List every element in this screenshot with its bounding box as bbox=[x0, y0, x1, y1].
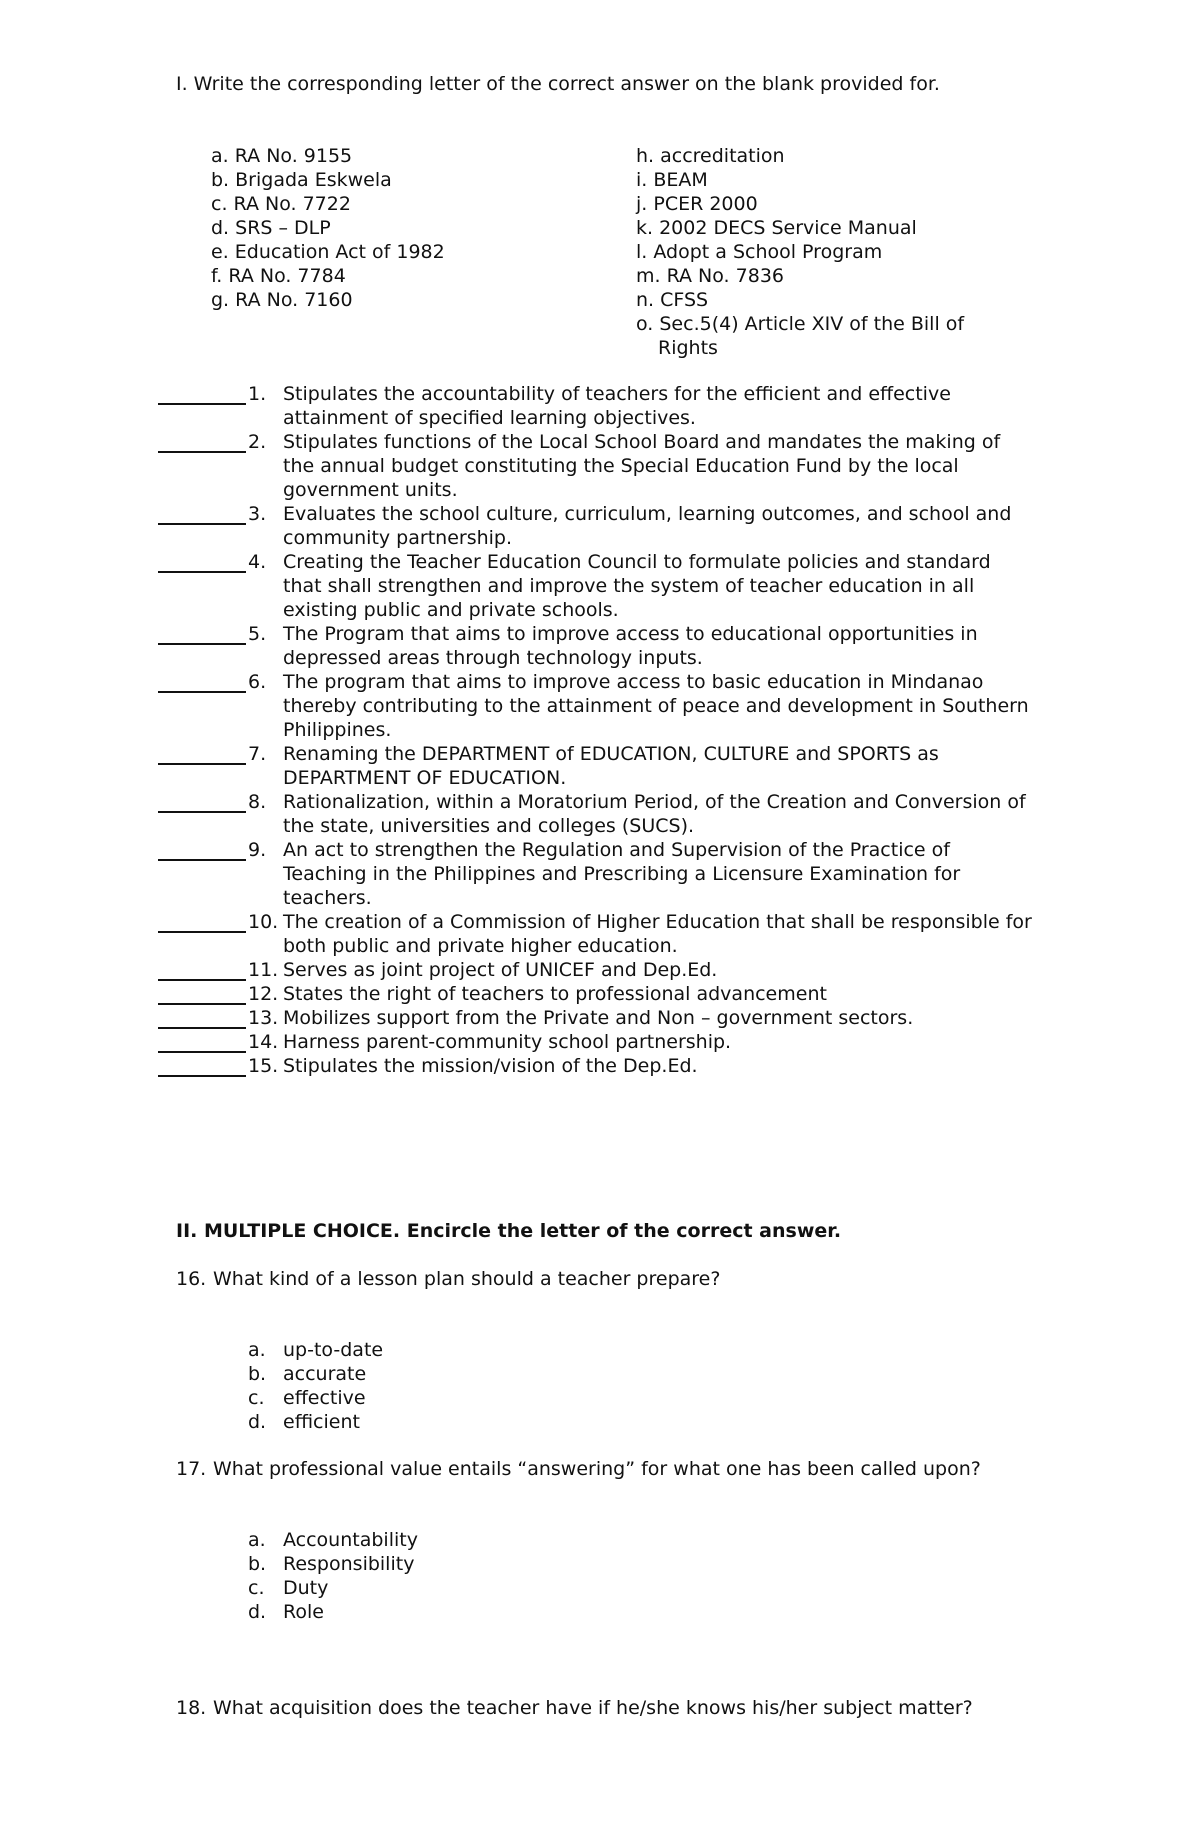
answer-blank[interactable] bbox=[158, 1027, 246, 1029]
question-number: 17. bbox=[176, 1458, 207, 1480]
item-text: An act to strengthen the Regulation and Supervision of the Practice of bbox=[283, 839, 950, 861]
choice-item: n. CFSS bbox=[636, 289, 709, 311]
option-letter: b. bbox=[248, 1553, 267, 1575]
choice-item: l. Adopt a School Program bbox=[636, 241, 883, 263]
item-text: The program that aims to improve access to basic education in Mindanao bbox=[283, 671, 984, 693]
item-text: The creation of a Commission of Higher Education that shall be responsible for bbox=[283, 911, 1032, 933]
item-text: government units. bbox=[283, 479, 458, 501]
item-text: Stipulates the mission/vision of the Dep.Ed. bbox=[283, 1055, 698, 1077]
option-text: effective bbox=[283, 1387, 366, 1409]
section1-instruction: I. Write the corresponding letter of the correct answer on the blank provided for. bbox=[176, 73, 940, 95]
choice-item: j. PCER 2000 bbox=[636, 193, 758, 215]
item-text: The Program that aims to improve access to educational opportunities in bbox=[283, 623, 978, 645]
item-text: thereby contributing to the attainment of peace and development in Southern bbox=[283, 695, 1029, 717]
option-text: Accountability bbox=[283, 1529, 418, 1551]
option-text: efficient bbox=[283, 1411, 360, 1433]
item-text: Rationalization, within a Moratorium Period, of the Creation and Conversion of bbox=[283, 791, 1026, 813]
item-text: Stipulates functions of the Local School Board and mandates the making of bbox=[283, 431, 1001, 453]
item-text: Philippines. bbox=[283, 719, 392, 741]
item-number: 8. bbox=[248, 791, 267, 813]
choice-item: c. RA No. 7722 bbox=[211, 193, 351, 215]
choice-item: a. RA No. 9155 bbox=[211, 145, 353, 167]
item-text: teachers. bbox=[283, 887, 372, 909]
answer-blank[interactable] bbox=[158, 451, 246, 453]
item-text: Harness parent-community school partnership. bbox=[283, 1031, 732, 1053]
question-text: What professional value entails “answering” for what one has been called upon? bbox=[213, 1458, 981, 1480]
option-letter: d. bbox=[248, 1411, 267, 1433]
item-number: 2. bbox=[248, 431, 267, 453]
item-number: 14. bbox=[248, 1031, 279, 1053]
answer-blank[interactable] bbox=[158, 691, 246, 693]
item-number: 4. bbox=[248, 551, 267, 573]
item-number: 6. bbox=[248, 671, 267, 693]
item-text: Evaluates the school culture, curriculum, learning outcomes, and school and bbox=[283, 503, 1012, 525]
answer-blank[interactable] bbox=[158, 931, 246, 933]
answer-blank[interactable] bbox=[158, 1003, 246, 1005]
choice-item: m. RA No. 7836 bbox=[636, 265, 784, 287]
question-text: What kind of a lesson plan should a teacher prepare? bbox=[213, 1268, 721, 1290]
option-letter: c. bbox=[248, 1577, 265, 1599]
option-letter: a. bbox=[248, 1339, 266, 1361]
item-number: 3. bbox=[248, 503, 267, 525]
answer-blank[interactable] bbox=[158, 763, 246, 765]
question-number: 18. bbox=[176, 1697, 207, 1719]
option-text: Duty bbox=[283, 1577, 329, 1599]
answer-blank[interactable] bbox=[158, 1051, 246, 1053]
option-text: up-to-date bbox=[283, 1339, 384, 1361]
option-letter: c. bbox=[248, 1387, 265, 1409]
answer-blank[interactable] bbox=[158, 523, 246, 525]
option-letter: b. bbox=[248, 1363, 267, 1385]
item-text: the annual budget constituting the Special Education Fund by the local bbox=[283, 455, 959, 477]
item-text: Renaming the DEPARTMENT of EDUCATION, CULTURE and SPORTS as bbox=[283, 743, 939, 765]
question-text: What acquisition does the teacher have if he/she knows his/her subject matter? bbox=[213, 1697, 973, 1719]
item-text: Creating the Teacher Education Council to formulate policies and standard bbox=[283, 551, 991, 573]
item-number: 15. bbox=[248, 1055, 279, 1077]
choice-item: g. RA No. 7160 bbox=[211, 289, 353, 311]
answer-blank[interactable] bbox=[158, 859, 246, 861]
choice-item: e. Education Act of 1982 bbox=[211, 241, 445, 263]
answer-blank[interactable] bbox=[158, 1075, 246, 1077]
answer-blank[interactable] bbox=[158, 811, 246, 813]
item-text: DEPARTMENT OF EDUCATION. bbox=[283, 767, 567, 789]
question-number: 16. bbox=[176, 1268, 207, 1290]
item-text: Serves as joint project of UNICEF and Dep.Ed. bbox=[283, 959, 718, 981]
item-number: 7. bbox=[248, 743, 267, 765]
option-text: accurate bbox=[283, 1363, 367, 1385]
choice-item: h. accreditation bbox=[636, 145, 785, 167]
item-text: Mobilizes support from the Private and Non – government sectors. bbox=[283, 1007, 914, 1029]
item-number: 13. bbox=[248, 1007, 279, 1029]
item-number: 11. bbox=[248, 959, 279, 981]
choice-item: b. Brigada Eskwela bbox=[211, 169, 392, 191]
choice-item: o. Sec.5(4) Article XIV of the Bill of bbox=[636, 313, 965, 335]
item-text: that shall strengthen and improve the system of teacher education in all bbox=[283, 575, 975, 597]
choice-item: i. BEAM bbox=[636, 169, 708, 191]
item-text: community partnership. bbox=[283, 527, 513, 549]
section2-heading: II. MULTIPLE CHOICE. Encircle the letter of the correct answer. bbox=[176, 1220, 842, 1242]
answer-blank[interactable] bbox=[158, 979, 246, 981]
item-number: 1. bbox=[248, 383, 267, 405]
choice-item: k. 2002 DECS Service Manual bbox=[636, 217, 917, 239]
item-text: existing public and private schools. bbox=[283, 599, 619, 621]
item-number: 10. bbox=[248, 911, 279, 933]
item-number: 9. bbox=[248, 839, 267, 861]
answer-blank[interactable] bbox=[158, 571, 246, 573]
choice-item: f. RA No. 7784 bbox=[211, 265, 346, 287]
option-text: Role bbox=[283, 1601, 324, 1623]
answer-blank[interactable] bbox=[158, 403, 246, 405]
choice-item: Rights bbox=[658, 337, 718, 359]
item-text: Stipulates the accountability of teachers for the efficient and effective bbox=[283, 383, 951, 405]
item-number: 12. bbox=[248, 983, 279, 1005]
item-number: 5. bbox=[248, 623, 267, 645]
item-text: both public and private higher education. bbox=[283, 935, 678, 957]
answer-blank[interactable] bbox=[158, 643, 246, 645]
item-text: depressed areas through technology inputs. bbox=[283, 647, 703, 669]
option-letter: d. bbox=[248, 1601, 267, 1623]
option-letter: a. bbox=[248, 1529, 266, 1551]
item-text: the state, universities and colleges (SUCS). bbox=[283, 815, 695, 837]
option-text: Responsibility bbox=[283, 1553, 415, 1575]
choice-item: d. SRS – DLP bbox=[211, 217, 331, 239]
item-text: Teaching in the Philippines and Prescribing a Licensure Examination for bbox=[283, 863, 961, 885]
item-text: attainment of specified learning objectives. bbox=[283, 407, 696, 429]
item-text: States the right of teachers to professional advancement bbox=[283, 983, 827, 1005]
